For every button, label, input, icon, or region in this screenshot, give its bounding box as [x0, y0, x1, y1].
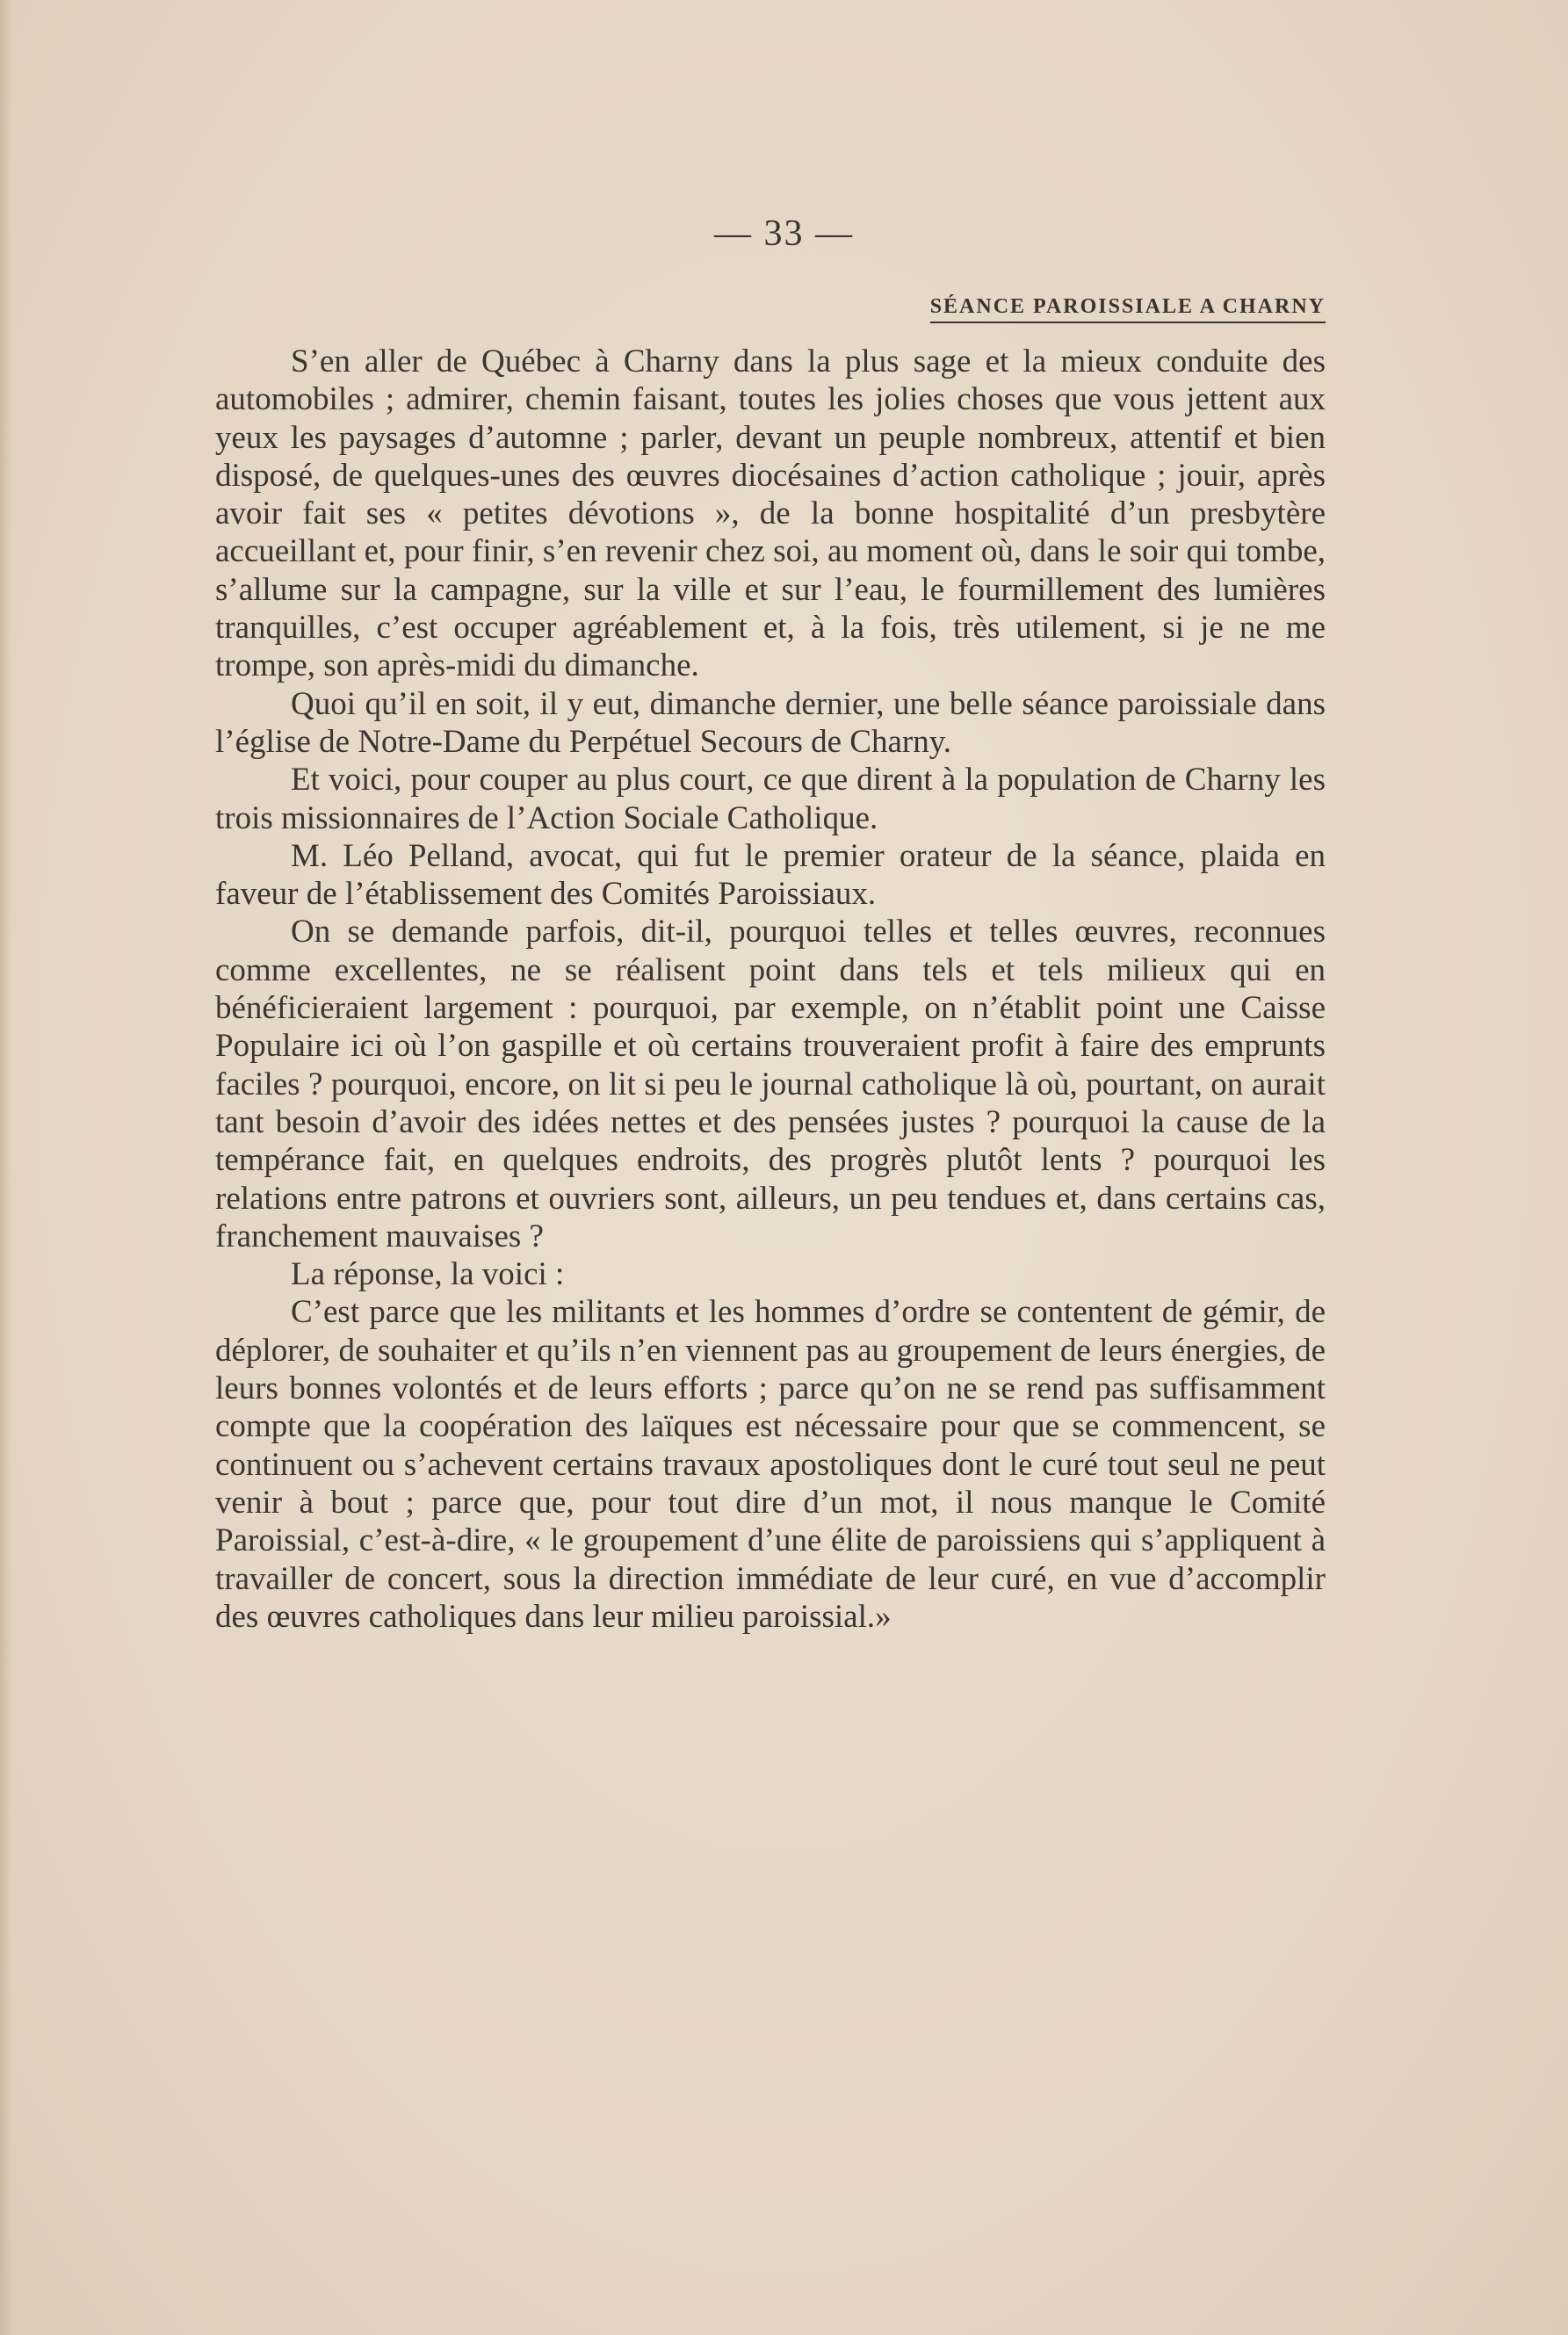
page-number: — 33 — — [714, 213, 854, 254]
paragraph-1: S’en aller de Québec à Charny dans la plus sage et la mieux conduite des automobiles ; admirer, chemin faisant, toutes les jolies choses que vous jettent aux yeux les paysages d’automne ; parler, devant un peuple nombreux, attentif et bien disposé, de quelques-unes des œuvres diocésaines d’action catholique ; jouir, après avoir fait ses « petites dévotions », de la bonne hospitalité d’un presbytère accueillant et, pour finir, s’en revenir chez soi, au moment où, dans le soir qui tombe, s’allume sur la campagne, sur la ville et sur l’eau, le fourmillement des lumières tranquilles, c’est occuper agréablement et, à la fois, très utilement, si je ne me trompe, son après-midi du dimanche. — [215, 343, 1326, 684]
running-head: SÉANCE PAROISSIALE A CHARNY — [930, 295, 1326, 323]
paragraph-3: Et voici, pour couper au plus court, ce que dirent à la population de Charny les trois missionnaires de l’Action Sociale Catholique. — [215, 762, 1326, 836]
paragraph-5: On se demande parfois, dit-il, pourquoi telles et telles œuvres, reconnues comme excellentes, ne se réalisent point dans tels et tels milieux qui en bénéficieraient largement : pourquoi, par exemple, on n’établit point une Caisse Populaire ici où l’on gaspille et où certains trouveraient profit à faire des emprunts faciles ? pourquoi, encore, on lit si peu le journal catholique là où, pourtant, on aurait tant besoin d’avoir des idées nettes et des pensées justes ? pourquoi la cause de la tempérance fait, en quelques endroits, des progrès plutôt lents ? pourquoi les relations entre patrons et ouvriers sont, ailleurs, un peu tendues et, dans certains cas, franchement mauvaises ? — [215, 914, 1326, 1254]
paragraph-2: Quoi qu’il en soit, il y eut, dimanche dernier, une belle séance paroissiale dans l’église de Notre-Dame du Perpétuel Secours de Charny. — [215, 685, 1326, 760]
article-body — [215, 343, 1326, 1636]
page-edge-shadow — [0, 0, 12, 2335]
paragraph-6: La réponse, la voici : — [291, 1256, 565, 1293]
paragraph-7: C’est parce que les militants et les hommes d’ordre se contentent de gémir, de déplorer, de souhaiter et qu’ils n’en viennent pas au groupement de leurs énergies, de leurs bonnes volontés et de leurs efforts ; parce qu’on ne se rend pas suffisamment compte que la coopération des laïques est nécessaire pour que se commencent, se continuent ou s’achevent certains travaux apostoliques dont le curé tout seul ne peut venir à bout ; parce que, pour tout dire d’un mot, il nous manque le Comité Paroissial, c’est-à-dire, « le groupement d’une élite de paroissiens qui s’appliquent à travailler de concert, sous la direction immédiate de leur curé, en vue d’accomplir des œuvres catholiques dans leur milieu paroissial.» — [215, 1294, 1326, 1635]
paragraph-4: M. Léo Pelland, avocat, qui fut le premier orateur de la séance, plaida en faveur de l’établissement des Comités Paroissiaux. — [215, 837, 1326, 913]
